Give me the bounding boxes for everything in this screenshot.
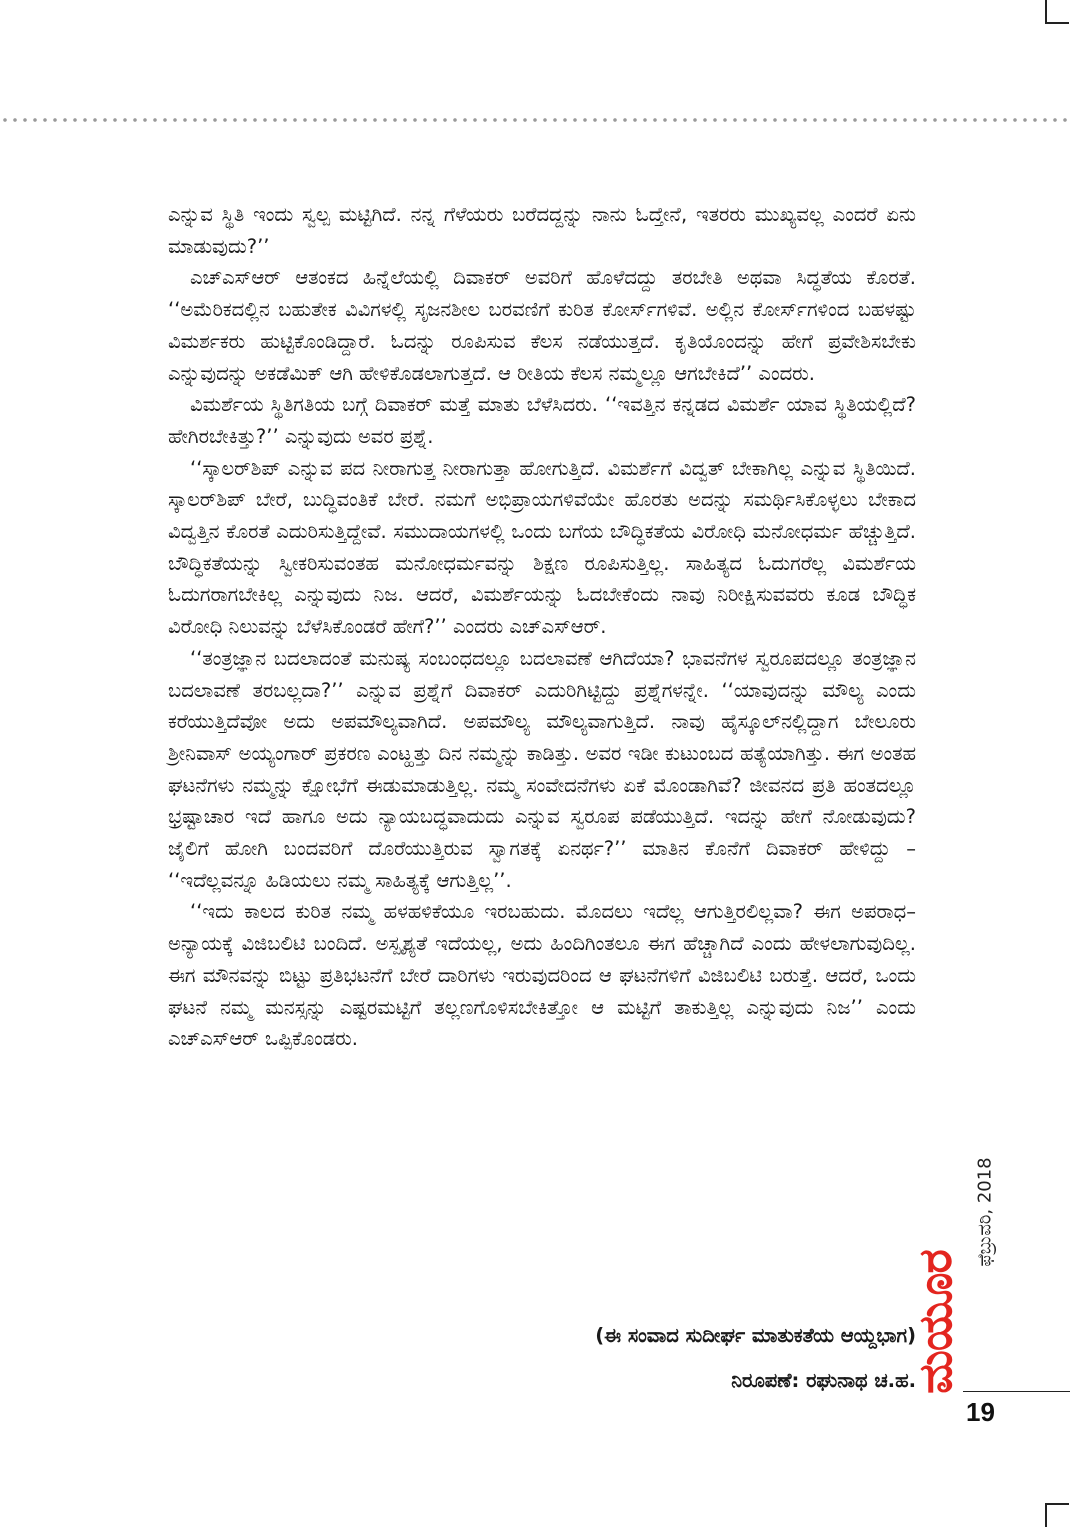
paragraph-2: ಎಚ್‌ಎಸ್‌ಆರ್ ಆತಂಕದ ಹಿನ್ನೆಲೆಯಲ್ಲಿ ದಿವಾಕರ್ ಅವರಿಗೆ ಹೊಳೆದದ್ದು ತರಬೇತಿ ಅಥವಾ ಸಿದ್ಧತೆಯ ಕೊರತೆ. ‘‘ಅಮೆರಿಕದಲ್ಲಿನ ಬಹುತೇಕ ವಿವಿಗಳಲ್ಲಿ ಸೃಜನಶೀಲ ಬರವಣಿಗೆ ಕುರಿತ ಕೋರ್ಸ್‌ಗಳಿವೆ. ಅಲ್ಲಿನ ಕೋರ್ಸ್‌ಗಳಿಂದ ಬಹಳಷ್ಟು ವಿಮರ್ಶಕರು ಹುಟ್ಟಿಕೊಂಡಿದ್ದಾರೆ. ಓದನ್ನು ರೂಪಿಸುವ ಕೆಲಸ ನಡೆಯುತ್ತದೆ. ಕೃತಿಯೊಂದನ್ನು ಹೇಗೆ ಪ್ರವೇಶಿಸಬೇಕು ಎನ್ನುವುದನ್ನು ಅಕಡೆಮಿಕ್ ಆಗಿ ಹೇಳಿಕೊಡಲಾಗುತ್ತದೆ. ಆ ರೀತಿಯ ಕೆಲಸ ನಮ್ಮಲ್ಲೂ ಆಗಬೇಕಿದೆ’’ ಎಂದರು. — [168, 266, 916, 385]
excerpt-note: (ಈ ಸಂವಾದ ಸುದೀರ್ಘ ಮಾತುಕತೆಯ ಆಯ್ದಭಾಗ) — [595, 1324, 916, 1347]
paragraph-5: ‘‘ತಂತ್ರಜ್ಞಾನ ಬದಲಾದಂತೆ ಮನುಷ್ಯ ಸಂಬಂಧದಲ್ಲೂ ಬದಲಾವಣೆ ಆಗಿದೆಯಾ? ಭಾವನೆಗಳ ಸ್ವರೂಪದಲ್ಲೂ ತಂತ್ರಜ್ಞಾನ ಬದಲಾವಣೆ ತರಬಲ್ಲದಾ?’’ ಎನ್ನುವ ಪ್ರಶ್ನೆಗೆ ದಿವಾಕರ್ ಎದುರಿಗಿಟ್ಟಿದ್ದು ಪ್ರಶ್ನೆಗಳನ್ನೇ. ‘‘ಯಾವುದನ್ನು ಮೌಲ್ಯ ಎಂದು ಕರೆಯುತ್ತಿದೆವೋ ಅದು ಅಪಮೌಲ್ಯವಾಗಿದೆ. ಅಪಮೌಲ್ಯ ಮೌಲ್ಯವಾಗುತ್ತಿದೆ. ನಾವು ಹೈಸ್ಕೂಲ್‌ನಲ್ಲಿದ್ದಾಗ ಬೇಲೂರು ಶ್ರೀನಿವಾಸ್ ಅಯ್ಯಂಗಾರ್ ಪ್ರಕರಣ ಎಂಟ್ಹತ್ತು ದಿನ ನಮ್ಮನ್ನು ಕಾಡಿತ್ತು. ಅವರ ಇಡೀ ಕುಟುಂಬದ ಹತ್ಯೆಯಾಗಿತ್ತು. ಈಗ ಅಂತಹ ಘಟನೆಗಳು ನಮ್ಮನ್ನು ಕ್ಷೋಭೆಗೆ ಈಡುಮಾಡುತ್ತಿಲ್ಲ. ನಮ್ಮ ಸಂವೇದನೆಗಳು ಏಕೆ ಮೊಂಡಾಗಿವೆ? ಜೀವನದ ಪ್ರತಿ ಹಂತದಲ್ಲೂ ಭ್ರಷ್ಟಾಚಾರ ಇದೆ ಹಾಗೂ ಅದು ನ್ಯಾಯಬದ್ಧವಾದುದು ಎನ್ನುವ ಸ್ವರೂಪ ಪಡೆಯುತ್ತಿದೆ. ಇದನ್ನು ಹೇಗೆ ನೋಡುವುದು? ಜೈಲಿಗೆ ಹೋಗಿ ಬಂದವರಿಗೆ ದೊರೆಯುತ್ತಿರುವ ಸ್ವಾಗತಕ್ಕೆ ಏನರ್ಥ?’’ ಮಾತಿನ ಕೊನೆಗೆ ದಿವಾಕರ್ ಹೇಳಿದ್ದು – ‘‘ಇದೆಲ್ಲವನ್ನೂ ಹಿಡಿಯಲು ನಮ್ಮ ಸಾಹಿತ್ಯಕ್ಕೆ ಆಗುತ್ತಿಲ್ಲ’’. — [168, 646, 916, 892]
paragraph-6: ‘‘ಇದು ಕಾಲದ ಕುರಿತ ನಮ್ಮ ಹಳಹಳಿಕೆಯೂ ಇರಬಹುದು. ಮೊದಲು ಇದೆಲ್ಲ ಆಗುತ್ತಿರಲಿಲ್ಲವಾ? ಈಗ ಅಪರಾಧ–ಅನ್ಯಾಯಕ್ಕೆ ವಿಜಿಬಲಿಟಿ ಬಂದಿದೆ. ಅಸ್ಪೃಶ್ಯತೆ ಇದೆಯಲ್ಲ, ಅದು ಹಿಂದಿಗಿಂತಲೂ ಈಗ ಹೆಚ್ಚಾಗಿದೆ ಎಂದು ಹೇಳಲಾಗುವುದಿಲ್ಲ. ಈಗ ಮೌನವನ್ನು ಬಿಟ್ಟು ಪ್ರತಿಭಟನೆಗೆ ಬೇರೆ ದಾರಿಗಳು ಇರುವುದರಿಂದ ಆ ಘಟನೆಗಳಿಗೆ ವಿಜಿಬಲಿಟಿ ಬರುತ್ತೆ. ಆದರೆ, ಒಂದು ಘಟನೆ ನಮ್ಮ ಮನಸ್ಸನ್ನು ಎಷ್ಟರಮಟ್ಟಿಗೆ ತಲ್ಲಣಗೊಳಿಸಬೇಕಿತ್ತೋ ಆ ಮಟ್ಟಿಗೆ ತಾಕುತ್ತಿಲ್ಲ ಎನ್ನುವುದು ನಿಜ’’ ಎಂದು ಎಚ್‌ಎಸ್‌ಆರ್ ಒಪ್ಪಿಕೊಂಡರು. — [168, 900, 916, 1051]
dotted-rule — [0, 117, 1072, 123]
page-number-rule — [963, 1391, 1070, 1392]
magazine-logo: ಮಯೂರ — [908, 1250, 962, 1394]
author-credit: ನಿರೂಪಣೆ: ರಘುನಾಥ ಚ.ಹ. — [731, 1369, 916, 1392]
crop-mark-bottom — [1045, 1503, 1069, 1527]
paragraph-1: ಎನ್ನುವ ಸ್ಥಿತಿ ಇಂದು ಸ್ವಲ್ಪ ಮಟ್ಟಿಗಿದೆ. ನನ್ನ ಗೆಳೆಯರು ಬರೆದದ್ದನ್ನು ನಾನು ಓದ್ತೇನೆ, ಇತರರು ಮುಖ್ಯವಲ್ಲ ಎಂದರೆ ಏನು ಮಾಡುವುದು?’’ — [168, 203, 916, 258]
crop-mark-top — [1045, 0, 1069, 24]
paragraph-3: ವಿಮರ್ಶೆಯ ಸ್ಥಿತಿಗತಿಯ ಬಗ್ಗೆ ದಿವಾಕರ್ ಮತ್ತೆ ಮಾತು ಬೆಳೆಸಿದರು. ‘‘ಇವತ್ತಿನ ಕನ್ನಡದ ವಿಮರ್ಶೆ ಯಾವ ಸ್ಥಿತಿಯಲ್ಲಿದೆ? ಹೇಗಿರಬೇಕಿತ್ತು?’’ ಎನ್ನುವುದು ಅವರ ಪ್ರಶ್ನೆ. — [168, 393, 916, 448]
issue-date: ಫೆಬ್ರುವರಿ, 2018 — [974, 1157, 996, 1267]
page-number: 19 — [966, 1397, 995, 1427]
paragraph-4: ‘‘ಸ್ಕಾಲರ್‌ಶಿಪ್ ಎನ್ನುವ ಪದ ನೀರಾಗುತ್ತ ನೀರಾಗುತ್ತಾ ಹೋಗುತ್ತಿದೆ. ವಿಮರ್ಶೆಗೆ ವಿದ್ವತ್ ಬೇಕಾಗಿಲ್ಲ ಎನ್ನುವ ಸ್ಥಿತಿಯಿದೆ. ಸ್ಕಾಲರ್‌ಶಿಪ್ ಬೇರೆ, ಬುದ್ಧಿವಂತಿಕೆ ಬೇರೆ. ನಮಗೆ ಅಭಿಪ್ರಾಯಗಳಿವೆಯೇ ಹೊರತು ಅದನ್ನು ಸಮರ್ಥಿಸಿಕೊಳ್ಳಲು ಬೇಕಾದ ವಿದ್ವತ್ತಿನ ಕೊರತೆ ಎದುರಿಸುತ್ತಿದ್ದೇವೆ. ಸಮುದಾಯಗಳಲ್ಲಿ ಒಂದು ಬಗೆಯ ಬೌದ್ಧಿಕತೆಯ ವಿರೋಧಿ ಮನೋಧರ್ಮ ಹೆಚ್ಚುತ್ತಿದೆ. ಬೌದ್ಧಿಕತೆಯನ್ನು ಸ್ವೀಕರಿಸುವಂತಹ ಮನೋಧರ್ಮವನ್ನು ಶಿಕ್ಷಣ ರೂಪಿಸುತ್ತಿಲ್ಲ. ಸಾಹಿತ್ಯದ ಓದುಗರೆಲ್ಲ ವಿಮರ್ಶೆಯ ಓದುಗರಾಗಬೇಕಿಲ್ಲ ಎನ್ನುವುದು ನಿಜ. ಆದರೆ, ವಿಮರ್ಶೆಯನ್ನು ಓದಬೇಕೆಂದು ನಾವು ನಿರೀಕ್ಷಿಸುವವರು ಕೂಡ ಬೌದ್ಧಿಕ ವಿರೋಧಿ ನಿಲುವನ್ನು ಬೆಳೆಸಿಕೊಂಡರೆ ಹೇಗೆ?’’ ಎಂದರು ಎಚ್‌ಎಸ್‌ಆರ್. — [168, 456, 916, 639]
article-body — [168, 199, 916, 1055]
